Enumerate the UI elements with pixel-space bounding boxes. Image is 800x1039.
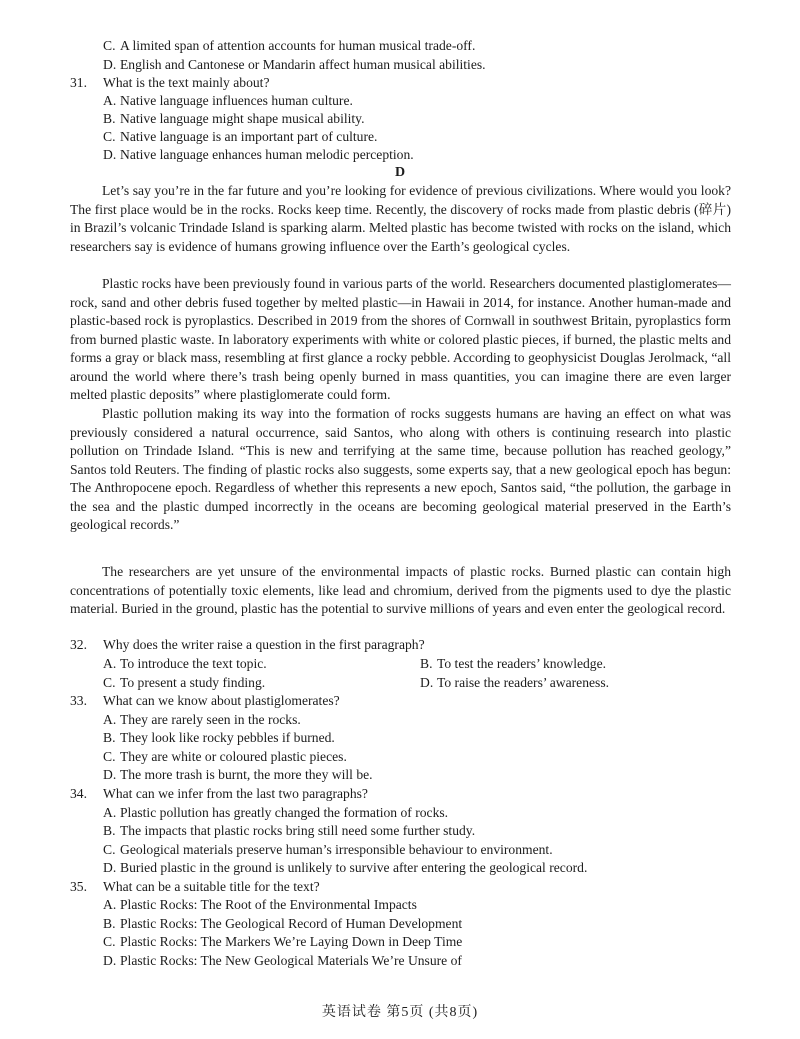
passage-paragraph-2: Plastic rocks have been previously found in various parts of the world. Researchers documented plastiglomerates—rock, sand and other debris fused together by melted plastic—in Hawaii in 2014, for instance. Another human-made and plastic-based rock is pyroplastics. Described in 2019 from the shores of Cornwall in southwest Britain, pyroplastics form from burned plastic waste. In laboratory experiments with white or colored plastic pieces, if burned, the plastic melts and forms a gray or black mass, resembling at first glance a rocky pebble. According to geophysicist Douglas Jerolmack, “all around the world where there’s trash being openly burned in mass quantities, you can imagine there are even larger melted plastic deposits” where plastiglomerate could form. bbox=[70, 276, 731, 403]
option-text: A limited span of attention accounts for human musical trade-off. bbox=[120, 38, 476, 53]
option-31-c bbox=[103, 128, 377, 146]
question-number: 33. bbox=[70, 693, 87, 708]
option-34-c bbox=[103, 841, 553, 859]
question-32-stem bbox=[70, 636, 425, 654]
option-letter: D. bbox=[420, 675, 434, 690]
option-35-b bbox=[103, 915, 462, 933]
option-letter: B. bbox=[103, 823, 116, 838]
option-31-d bbox=[103, 146, 414, 164]
option-35-a bbox=[103, 896, 417, 914]
option-text: Plastic Rocks: The New Geological Materials We’re Unsure of bbox=[120, 953, 462, 968]
question-33-stem bbox=[70, 692, 340, 710]
question-number: 34. bbox=[70, 786, 87, 801]
question-34-stem bbox=[70, 785, 368, 803]
option-35-d bbox=[103, 952, 462, 970]
option-34-a bbox=[103, 804, 448, 822]
option-text: Native language enhances human melodic perception. bbox=[120, 147, 414, 162]
option-letter: A. bbox=[103, 712, 117, 727]
question-text: What can we infer from the last two paragraphs? bbox=[103, 786, 368, 801]
option-text: They are rarely seen in the rocks. bbox=[120, 712, 301, 727]
option-letter: C. bbox=[103, 38, 116, 53]
option-33-b bbox=[103, 729, 335, 747]
question-number: 32. bbox=[70, 637, 87, 652]
option-32-b bbox=[420, 655, 606, 673]
option-letter: C. bbox=[103, 129, 116, 144]
option-34-d bbox=[103, 859, 587, 877]
option-text: Buried plastic in the ground is unlikely to survive after entering the geological record. bbox=[120, 860, 588, 875]
option-33-a bbox=[103, 711, 301, 729]
option-text: To raise the readers’ awareness. bbox=[437, 675, 610, 690]
question-text: What can we know about plastiglomerates? bbox=[103, 693, 340, 708]
option-text: Plastic Rocks: The Geological Record of Human Development bbox=[120, 916, 463, 931]
option-text: Geological materials preserve human’s irresponsible behaviour to environment. bbox=[120, 842, 553, 857]
option-letter: D. bbox=[103, 953, 117, 968]
option-letter: C. bbox=[103, 749, 116, 764]
page-footer: 英语试卷 第5页 (共8页) bbox=[321, 1005, 479, 1020]
option-32-a bbox=[103, 655, 267, 673]
option-35-c bbox=[103, 933, 462, 951]
option-letter: D. bbox=[103, 860, 117, 875]
option-letter: D. bbox=[103, 767, 117, 782]
option-letter: D. bbox=[103, 147, 117, 162]
option-text: The impacts that plastic rocks bring still need some further study. bbox=[120, 823, 476, 838]
option-text: The more trash is burnt, the more they will be. bbox=[120, 767, 373, 782]
option-32-c bbox=[103, 674, 265, 692]
section-label: D bbox=[394, 165, 406, 180]
option-33-d bbox=[103, 766, 373, 784]
question-35-stem bbox=[70, 878, 320, 896]
option-text: To present a study finding. bbox=[120, 675, 266, 690]
option-letter: B. bbox=[103, 916, 116, 931]
option-31-b bbox=[103, 110, 365, 128]
option-letter: A. bbox=[103, 897, 117, 912]
option-text: They are white or coloured plastic pieces. bbox=[120, 749, 347, 764]
option-30-c bbox=[103, 37, 475, 55]
option-letter: C. bbox=[103, 842, 116, 857]
option-text: English and Cantonese or Mandarin affect human musical abilities. bbox=[120, 57, 486, 72]
passage-paragraph-1: Let’s say you’re in the far future and you’re looking for evidence of previous civilizations. Where would you look? The first place would be in the rocks. Rocks keep time. Recently, the discovery of rocks made from plastic debris (碎片) in Brazil’s volcanic Trindade Island is sparking alarm. Melted plastic has become twisted with rocks on the island, which researchers say is evidence of humans growing influence over the Earth’s geological cycles. bbox=[70, 183, 731, 254]
option-text: Native language might shape musical ability. bbox=[120, 111, 365, 126]
option-text: To test the readers’ knowledge. bbox=[437, 656, 607, 671]
option-text: Plastic Rocks: The Markers We’re Laying Down in Deep Time bbox=[120, 934, 463, 949]
option-text: Plastic pollution has greatly changed the formation of rocks. bbox=[120, 805, 449, 820]
option-letter: D. bbox=[103, 57, 117, 72]
option-31-a bbox=[103, 92, 353, 110]
question-text: What is the text mainly about? bbox=[103, 75, 270, 90]
option-34-b bbox=[103, 822, 475, 840]
option-letter: A. bbox=[103, 805, 117, 820]
option-text: They look like rocky pebbles if burned. bbox=[120, 730, 335, 745]
question-31-stem bbox=[70, 74, 269, 92]
option-letter: A. bbox=[103, 93, 117, 108]
option-text: Native language is an important part of culture. bbox=[120, 129, 378, 144]
option-text: Plastic Rocks: The Root of the Environmental Impacts bbox=[120, 897, 417, 912]
option-letter: B. bbox=[103, 111, 116, 126]
option-letter: B. bbox=[103, 730, 116, 745]
question-number: 31. bbox=[70, 75, 87, 90]
option-text: To introduce the text topic. bbox=[120, 656, 267, 671]
option-letter: C. bbox=[103, 675, 116, 690]
option-33-c bbox=[103, 748, 347, 766]
passage-paragraph-4: The researchers are yet unsure of the environmental impacts of plastic rocks. Burned plastic can contain high concentrations of potentially toxic elements, like lead and chromium, derived from the pigments used to dye the plastic material. Buried in the ground, plastic has the potential to survive millions of years and even enter the geological record. bbox=[70, 564, 731, 617]
passage-paragraph-3: Plastic pollution making its way into the formation of rocks suggests humans are having an effect on what was previously considered a natural occurrence, said Santos, who along with others is continuing research into plastic pollution on Trindade Island. “This is new and terrifying at the same time, because pollution has reached geology,” Santos told Reuters. The finding of plastic rocks also suggests, some experts say, that a new geological epoch has begun: The Anthropocene epoch. Regardless of whether this represents a new epoch, Santos said, “the pollution, the garbage in the sea and the plastic dumped incorrectly in the oceans are becoming geological material preserved in the Earth’s geological records.” bbox=[70, 406, 731, 533]
option-text: Native language influences human culture. bbox=[120, 93, 353, 108]
option-32-d bbox=[420, 674, 609, 692]
option-letter: C. bbox=[103, 934, 116, 949]
question-text: What can be a suitable title for the text? bbox=[103, 879, 320, 894]
option-letter: A. bbox=[103, 656, 117, 671]
option-30-d bbox=[103, 56, 486, 74]
question-number: 35. bbox=[70, 879, 87, 894]
question-text: Why does the writer raise a question in the first paragraph? bbox=[103, 637, 425, 652]
option-letter: B. bbox=[420, 656, 433, 671]
